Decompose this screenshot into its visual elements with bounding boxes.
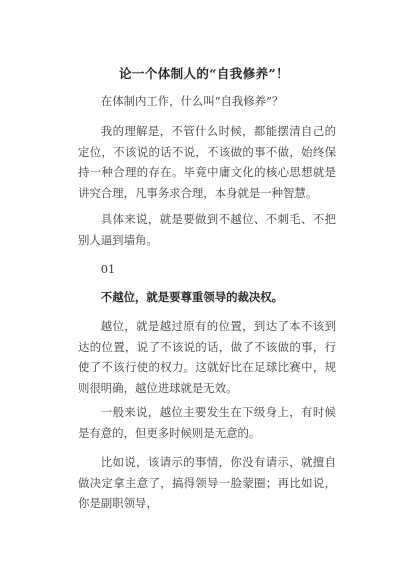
document-title: 论一个体制人的“自我修养”！: [119, 66, 289, 81]
paragraph-example: 比如说，该请示的事情，你没有请示，就擅自做决定拿主意了，搞得领导一脸蒙圈；再比如说，你是副职领导，: [78, 455, 336, 510]
paragraph-offside-general: 一般来说，越位主要发生在下级身上，有时候是有意的，但更多时候则是无意的。: [78, 405, 336, 440]
section-number: 01: [100, 262, 116, 276]
section-heading: 不越位，就是要尊重领导的裁决权。: [100, 290, 284, 304]
paragraph-intro-question: 在体制内工作，什么叫“自我修养”？: [100, 94, 284, 108]
paragraph-understanding: 我的理解是，不管什么时候，都能摆清自己的定位，不该说的话不说，不该做的事不做，始终保持一种合理的存在。毕竟中庸文化的核心思想就是讲究合理，凡事务求合理，本身就是一种智慧。: [78, 124, 336, 200]
paragraph-specifics: 具体来说，就是要做到不越位、不刺毛、不把别人逼到墙角。: [78, 212, 336, 247]
paragraph-offside-definition: 越位，就是越过原有的位置，到达了本不该到达的位置，说了不该说的话，做了不该做的事，行使了不该行使的权力。这就好比在足球比赛中，规则很明确，越位进球就是无效。: [78, 319, 336, 395]
